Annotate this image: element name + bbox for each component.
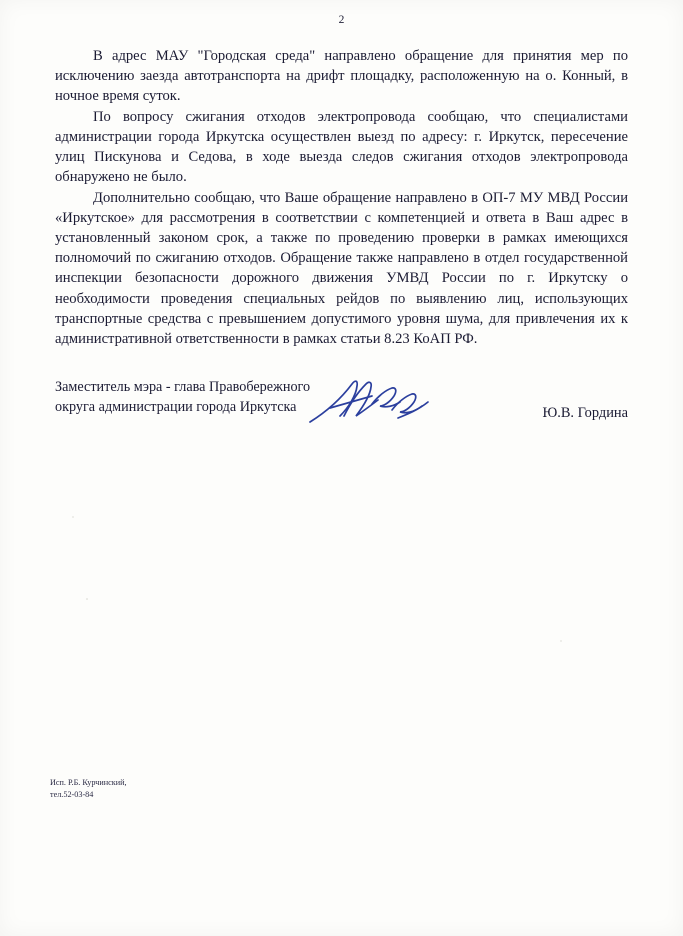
scan-speckle [560, 640, 562, 642]
paragraph: В адрес МАУ "Городская среда" направлено обращение для принятия мер по исключению заезда автотранспорта на дрифт площадку, расположенную на о. Конный, в ночное время суток. [55, 48, 628, 105]
signature-icon [300, 374, 440, 430]
footer-executor-note [50, 777, 127, 800]
letter-body [55, 46, 628, 349]
signer-role-line-2: округа администрации города Иркутска [55, 398, 297, 415]
scan-speckle [72, 516, 74, 518]
scan-speckle [86, 598, 88, 600]
paragraph: По вопросу сжигания отходов электропровода сообщаю, что специалистами администрации города Иркутска осуществлен выезд по адресу: г. Иркутск, пересечение улиц Пискунова и Седова, в ходе выезда следов сжигания отходов электропровода обнаружено не было. [55, 108, 628, 186]
signer-name: Ю.В. Гордина [542, 405, 628, 421]
phone-line: тел.52-03-84 [50, 789, 94, 799]
page-number: 2 [338, 14, 345, 26]
executor-line: Исп. Р.Б. Курчинский, [50, 778, 127, 787]
paragraph: Дополнительно сообщаю, что Ваше обращение направлено в ОП-7 МУ МВД России «Иркутское» для рассмотрения в соответствии с компетенцией и ответа в Ваш адрес в установленный законом срок, а также по проведению проверки в рамках имеющихся полномочий по сжиганию отходов. Обращение также направлено в отдел государственной инспекции безопасности дорожного движения УМВД России по г. Иркутску о необходимости проведения специальных рейдов по выявлению лиц, использующих транспортные средства с превышением допустимого уровня шума, для привлечения их к административной ответственности в рамках статьи 8.23 КоАП РФ. [55, 189, 628, 347]
signer-role-line-1: Заместитель мэра - глава Правобережного [55, 379, 311, 395]
